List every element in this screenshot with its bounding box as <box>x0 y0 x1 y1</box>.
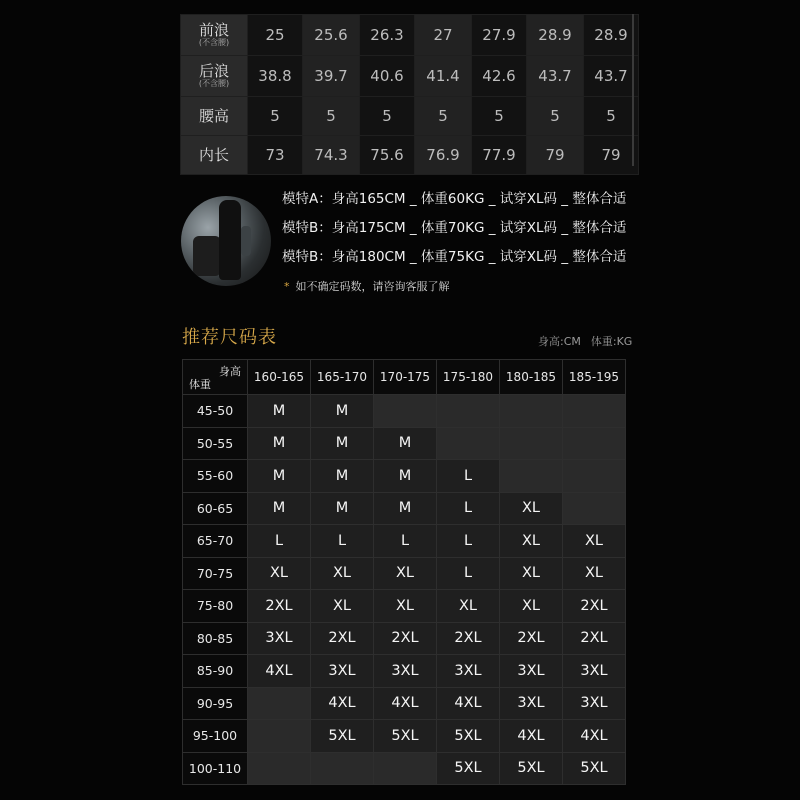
size-cell: 2XL <box>500 622 563 655</box>
size-cell: XL <box>248 557 311 590</box>
size-cell <box>311 752 374 785</box>
size-cell: 3XL <box>563 655 626 688</box>
weight-row <box>183 492 626 525</box>
size-cell <box>563 395 626 428</box>
weight-row <box>183 687 626 720</box>
measurement-label-text: 后浪 <box>198 61 229 80</box>
measurement-cell: 38.8 <box>248 56 303 97</box>
size-cell: 4XL <box>500 720 563 753</box>
size-cell: 3XL <box>311 655 374 688</box>
measurement-cell: 42.6 <box>472 56 527 97</box>
size-cell <box>248 752 311 785</box>
size-cell: M <box>374 460 437 493</box>
height-column-header: 165-170 <box>311 360 374 395</box>
size-cell <box>500 460 563 493</box>
size-cell: XL <box>563 557 626 590</box>
size-cell: 3XL <box>437 655 500 688</box>
size-cell: 5XL <box>563 752 626 785</box>
model-line: 模特B：身高180CM _ 体重75KG _ 试穿XL码 _ 整体合适 <box>282 249 627 265</box>
measurement-cell: 28.9 <box>584 15 639 56</box>
size-cell <box>563 492 626 525</box>
height-column-header: 180-185 <box>500 360 563 395</box>
size-cell: 3XL <box>374 655 437 688</box>
height-column-header: 160-165 <box>248 360 311 395</box>
measurement-cell: 74.3 <box>303 136 360 175</box>
size-cell: 5XL <box>500 752 563 785</box>
size-cell: 2XL <box>437 622 500 655</box>
measurement-cell: 25 <box>248 15 303 56</box>
size-cell: 2XL <box>374 622 437 655</box>
weight-row <box>183 720 626 753</box>
measurement-cell: 40.6 <box>360 56 415 97</box>
measurement-cell: 43.7 <box>527 56 584 97</box>
size-cell: L <box>437 492 500 525</box>
measurement-cell: 27.9 <box>472 15 527 56</box>
weight-row <box>183 460 626 493</box>
measurement-cell: 5 <box>248 97 303 136</box>
size-cell: L <box>311 525 374 558</box>
measurement-cell: 77.9 <box>472 136 527 175</box>
size-cell: 3XL <box>563 687 626 720</box>
measurement-label <box>181 56 248 97</box>
measurement-row <box>181 136 639 175</box>
measurement-label-text: 内长 <box>198 145 229 164</box>
weight-row <box>183 622 626 655</box>
weight-row <box>183 655 626 688</box>
measurement-cell: 5 <box>415 97 472 136</box>
measurement-label <box>181 136 248 175</box>
size-cell: XL <box>500 590 563 623</box>
size-cell <box>248 687 311 720</box>
weight-row-label: 60-65 <box>183 492 248 525</box>
size-cell: M <box>311 395 374 428</box>
measurement-cell: 26.3 <box>360 15 415 56</box>
weight-row <box>183 427 626 460</box>
weight-row <box>183 525 626 558</box>
measurement-cell: 5 <box>472 97 527 136</box>
size-cell: 3XL <box>500 655 563 688</box>
size-cell: L <box>437 460 500 493</box>
weight-row-label: 50-55 <box>183 427 248 460</box>
table-divider <box>632 14 634 166</box>
size-cell <box>563 427 626 460</box>
size-cell: L <box>374 525 437 558</box>
size-cell: 2XL <box>248 590 311 623</box>
measurement-cell: 5 <box>360 97 415 136</box>
size-cell: XL <box>500 557 563 590</box>
model-info <box>282 188 626 275</box>
size-cell: M <box>248 395 311 428</box>
size-cell: 3XL <box>500 687 563 720</box>
size-cell: M <box>311 427 374 460</box>
weight-row <box>183 395 626 428</box>
size-cell: 2XL <box>563 622 626 655</box>
size-cell <box>374 395 437 428</box>
measurement-row <box>181 56 639 97</box>
size-cell: 4XL <box>248 655 311 688</box>
unit-legend <box>528 333 632 349</box>
size-cell <box>437 395 500 428</box>
measurement-cell: 75.6 <box>360 136 415 175</box>
model-photo <box>181 196 271 286</box>
measurement-cell: 39.7 <box>303 56 360 97</box>
height-column-header: 175-180 <box>437 360 500 395</box>
size-cell: M <box>248 460 311 493</box>
weight-row-label: 45-50 <box>183 395 248 428</box>
measurement-cell: 79 <box>584 136 639 175</box>
corner-weight-label: 体重 <box>189 378 211 391</box>
size-cell <box>248 720 311 753</box>
size-chart-title: 推荐尺码表 <box>182 327 277 348</box>
size-cell: 5XL <box>437 752 500 785</box>
measurement-cell: 5 <box>303 97 360 136</box>
model-line: 模特A：身高165CM _ 体重60KG _ 试穿XL码 _ 整体合适 <box>282 191 627 207</box>
measurement-cell: 79 <box>527 136 584 175</box>
weight-row-label: 75-80 <box>183 590 248 623</box>
measurement-cell: 5 <box>527 97 584 136</box>
measurement-row <box>181 97 639 136</box>
measurement-cell: 5 <box>584 97 639 136</box>
size-cell: XL <box>437 590 500 623</box>
weight-row-label: 90-95 <box>183 687 248 720</box>
measurement-row <box>181 15 639 56</box>
measurement-label-sub: (不含腰) <box>198 78 230 88</box>
size-cell: XL <box>500 525 563 558</box>
measurement-table <box>180 14 639 175</box>
size-cell: M <box>311 460 374 493</box>
unit-weight: 体重:KG <box>590 335 633 348</box>
weight-row-label: 70-75 <box>183 557 248 590</box>
size-cell: 5XL <box>374 720 437 753</box>
size-cell: XL <box>311 557 374 590</box>
weight-row <box>183 590 626 623</box>
size-cell: XL <box>311 590 374 623</box>
size-cell: M <box>248 492 311 525</box>
size-cell: L <box>248 525 311 558</box>
size-cell: 4XL <box>563 720 626 753</box>
measurement-cell: 76.9 <box>415 136 472 175</box>
size-chart-table <box>182 359 626 785</box>
size-cell: M <box>311 492 374 525</box>
size-cell: M <box>374 427 437 460</box>
size-cell: M <box>248 427 311 460</box>
size-cell: XL <box>374 557 437 590</box>
weight-row-label: 55-60 <box>183 460 248 493</box>
size-cell <box>500 395 563 428</box>
measurement-label-text: 腰高 <box>198 106 229 125</box>
corner-header <box>183 360 248 395</box>
size-cell <box>500 427 563 460</box>
size-cell: 4XL <box>437 687 500 720</box>
size-cell: M <box>374 492 437 525</box>
height-column-header: 170-175 <box>374 360 437 395</box>
size-cell: 4XL <box>374 687 437 720</box>
size-cell: XL <box>500 492 563 525</box>
size-cell: L <box>437 557 500 590</box>
measurement-cell: 25.6 <box>303 15 360 56</box>
weight-row <box>183 752 626 785</box>
measurement-cell: 27 <box>415 15 472 56</box>
size-cell: 2XL <box>311 622 374 655</box>
measurement-cell: 73 <box>248 136 303 175</box>
measurement-cell: 41.4 <box>415 56 472 97</box>
measurement-label-text: 前浪 <box>198 20 229 39</box>
size-cell: 4XL <box>311 687 374 720</box>
unit-height: 身高:CM <box>538 335 581 348</box>
star-icon: * <box>284 280 290 293</box>
size-cell: XL <box>374 590 437 623</box>
size-cell: 5XL <box>311 720 374 753</box>
size-cell: L <box>437 525 500 558</box>
measurement-label <box>181 15 248 56</box>
size-cell: 2XL <box>563 590 626 623</box>
weight-row-label: 95-100 <box>183 720 248 753</box>
size-cell: XL <box>563 525 626 558</box>
size-cell <box>563 460 626 493</box>
weight-row-label: 80-85 <box>183 622 248 655</box>
weight-row-label: 85-90 <box>183 655 248 688</box>
note-text: 如不确定码数，请咨询客服了解 <box>295 280 450 293</box>
size-note <box>284 278 450 294</box>
size-cell: 3XL <box>248 622 311 655</box>
model-line: 模特B：身高175CM _ 体重70KG _ 试穿XL码 _ 整体合适 <box>282 220 627 236</box>
weight-row-label: 65-70 <box>183 525 248 558</box>
measurement-cell: 28.9 <box>527 15 584 56</box>
measurement-cell: 43.7 <box>584 56 639 97</box>
weight-row <box>183 557 626 590</box>
size-cell: 5XL <box>437 720 500 753</box>
corner-height-label: 身高 <box>219 365 241 378</box>
size-cell <box>374 752 437 785</box>
measurement-label <box>181 97 248 136</box>
size-cell <box>437 427 500 460</box>
height-column-header: 185-195 <box>563 360 626 395</box>
weight-row-label: 100-110 <box>183 752 248 785</box>
measurement-label-sub: (不含腰) <box>198 37 230 47</box>
